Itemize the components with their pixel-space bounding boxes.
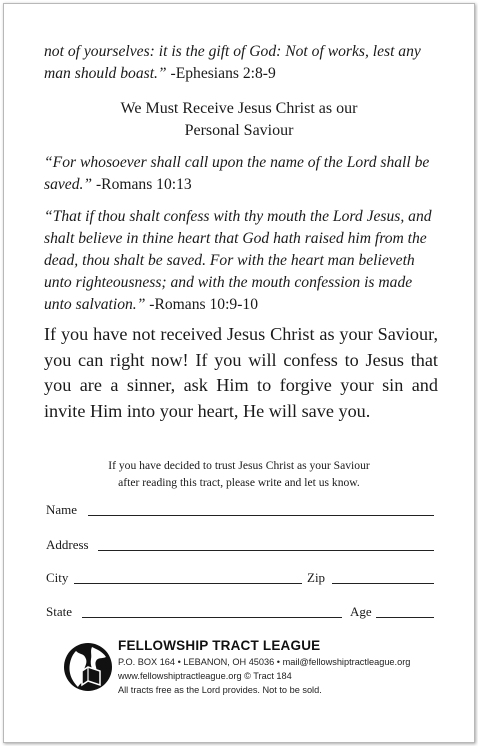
- name-field[interactable]: [88, 515, 434, 516]
- salvation-appeal: If you have not received Jesus Christ as your Saviour, you can right now! If you will confess to Jesus that you are a sinner, ask Him to forgive your sin and invite Him into your heart, He will save you.: [44, 324, 438, 421]
- romans-10-9-ref: -Romans 10:9-10: [145, 296, 258, 313]
- age-label: Age: [350, 604, 372, 619]
- contact-note-line-1: If you have decided to trust Jesus Christ as your Saviour: [108, 459, 370, 472]
- zip-label: Zip: [307, 570, 326, 585]
- org-website: www.fellowshiptractleague.org © Tract 184: [118, 671, 292, 681]
- romans-10-13-ref: -Romans 10:13: [92, 176, 192, 193]
- address-label: Address: [46, 537, 89, 552]
- ephesians-passage: [44, 41, 436, 85]
- state-field[interactable]: [82, 617, 342, 618]
- name-label: Name: [46, 502, 78, 517]
- org-address: P.O. BOX 164 • LEBANON, OH 45036 • mail@fellowshiptractleague.org: [118, 657, 411, 667]
- zip-field[interactable]: [332, 583, 434, 584]
- address-field[interactable]: [98, 550, 434, 551]
- ephesians-ref: -Ephesians 2:8-9: [166, 65, 276, 82]
- org-name: FELLOWSHIP TRACT LEAGUE: [118, 638, 321, 653]
- age-field[interactable]: [376, 617, 434, 618]
- romans-10-13-passage: [44, 152, 436, 196]
- contact-note-line-2: after reading this tract, please write and let us know.: [118, 476, 360, 489]
- city-field[interactable]: [74, 583, 302, 584]
- free-notice: All tracts free as the Lord provides. Not to be sold.: [118, 685, 322, 695]
- romans-10-13-text: “For whosoever shall call upon the name of the Lord shall be saved.”: [44, 154, 430, 193]
- state-label: State: [46, 604, 72, 619]
- romans-10-9-text: “That if thou shalt confess with thy mouth the Lord Jesus, and shalt believe in thine heart that God hath raised him from the dead, thou shalt be saved. For with the heart man believeth unto righteousness; and with the mouth confession is made unto salvation.”: [44, 208, 432, 313]
- heading-line-1: We Must Receive Jesus Christ as our: [120, 100, 358, 117]
- city-label: City: [46, 570, 69, 585]
- globe-bible-icon: [62, 641, 114, 693]
- heading-line-2: Personal Saviour: [184, 122, 294, 139]
- ephesians-text: not of yourselves: it is the gift of God: Not of works, lest any man should boast.”: [44, 43, 421, 82]
- romans-10-9-passage: [44, 206, 436, 316]
